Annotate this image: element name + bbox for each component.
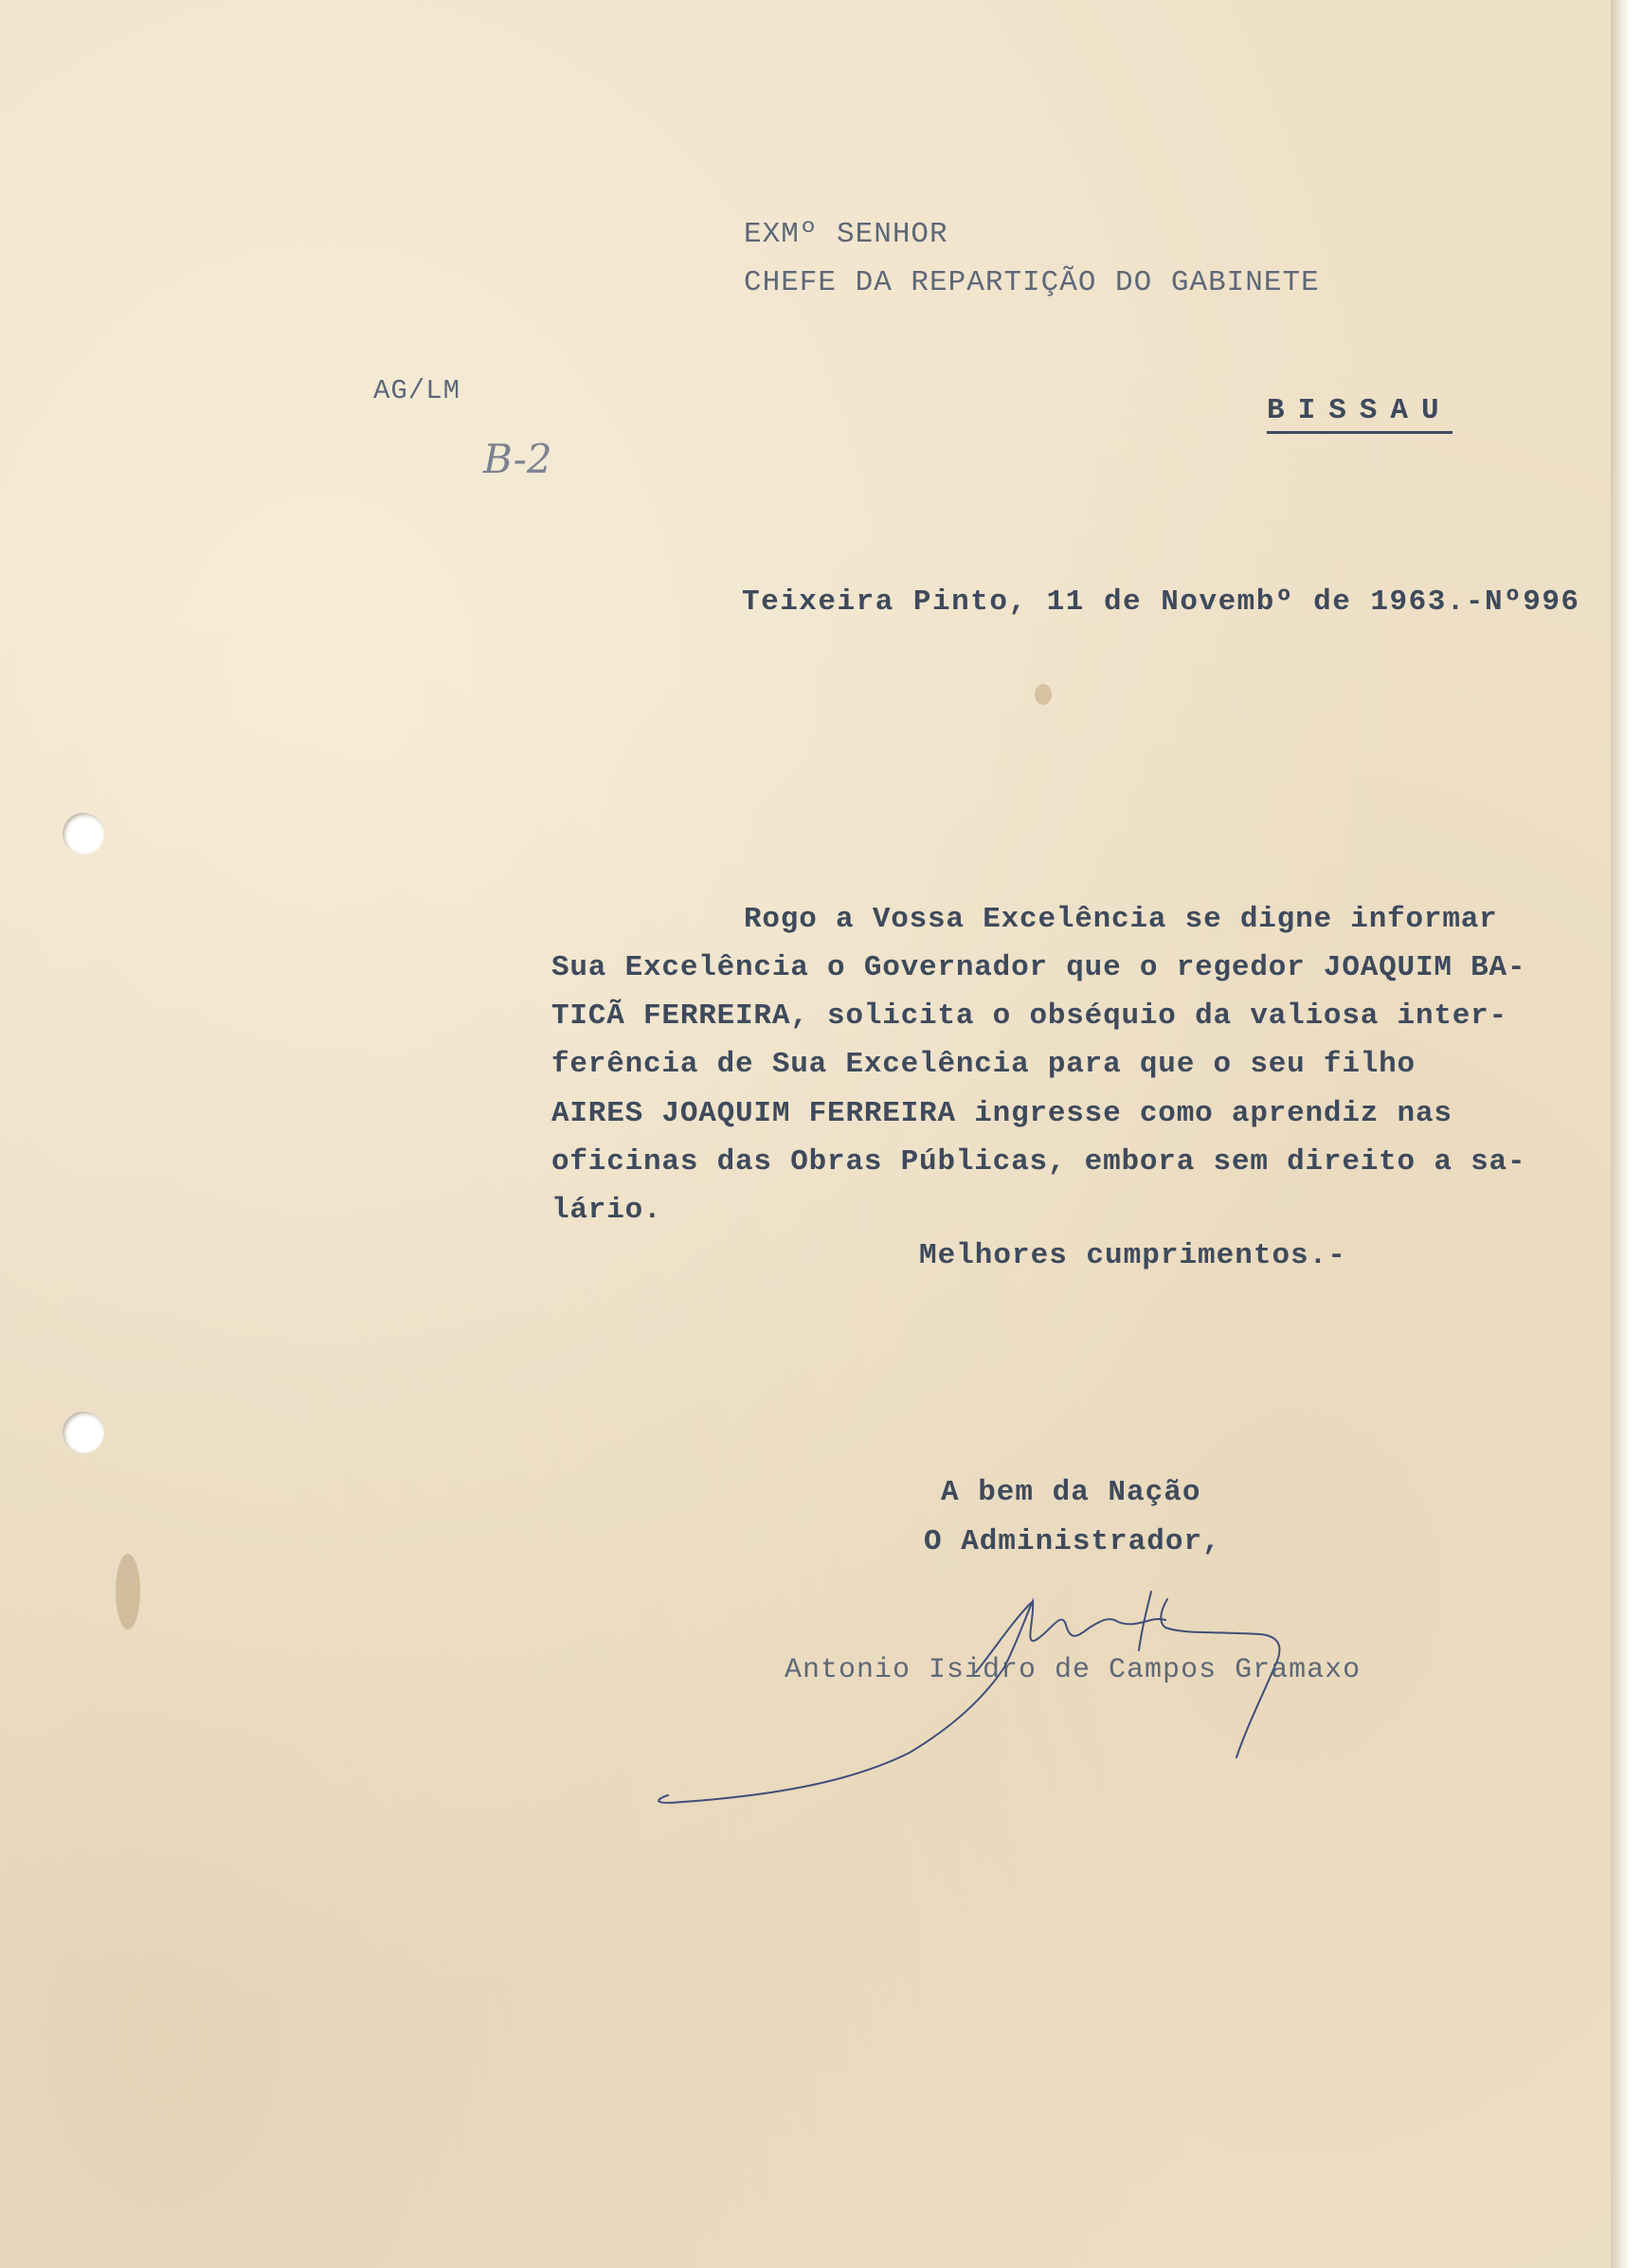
valediction: A bem da Nação	[941, 1476, 1201, 1509]
reference-code: AG/LM	[373, 375, 461, 406]
body-line-3: TICÃ FERREIRA, solicita o obséquio da valiosa inter-	[551, 999, 1507, 1033]
dateline: Teixeira Pinto, 11 de Novembº de 1963.-Nº996	[742, 585, 1580, 619]
body-line-7: lário.	[551, 1194, 662, 1227]
handwritten-note: B-2	[483, 436, 552, 482]
body-line-2: Sua Excelência o Governador que o regedor JOAQUIM BA-	[551, 951, 1526, 984]
body-line-4: ferência de Sua Excelência para que o seu filho	[551, 1048, 1416, 1081]
closing-remark: Melhores cumprimentos.-	[919, 1239, 1346, 1272]
body-line-1: Rogo a Vossa Excelência se digne informar	[744, 903, 1498, 936]
signatory-name: Antonio Isidro de Campos Gramaxo	[785, 1654, 1362, 1686]
recipient-title: CHEFE DA REPARTIÇÃO DO GABINETE	[744, 266, 1320, 299]
salutation: EXMº SENHOR	[744, 218, 948, 251]
body-line-6: oficinas das Obras Públicas, embora sem direito a sa-	[551, 1145, 1526, 1179]
signatory-title: O Administrador,	[924, 1525, 1221, 1558]
body-line-5: AIRES JOAQUIM FERREIRA ingresse como aprendiz nas	[551, 1097, 1453, 1130]
destination-city: BISSAU	[1267, 396, 1453, 434]
